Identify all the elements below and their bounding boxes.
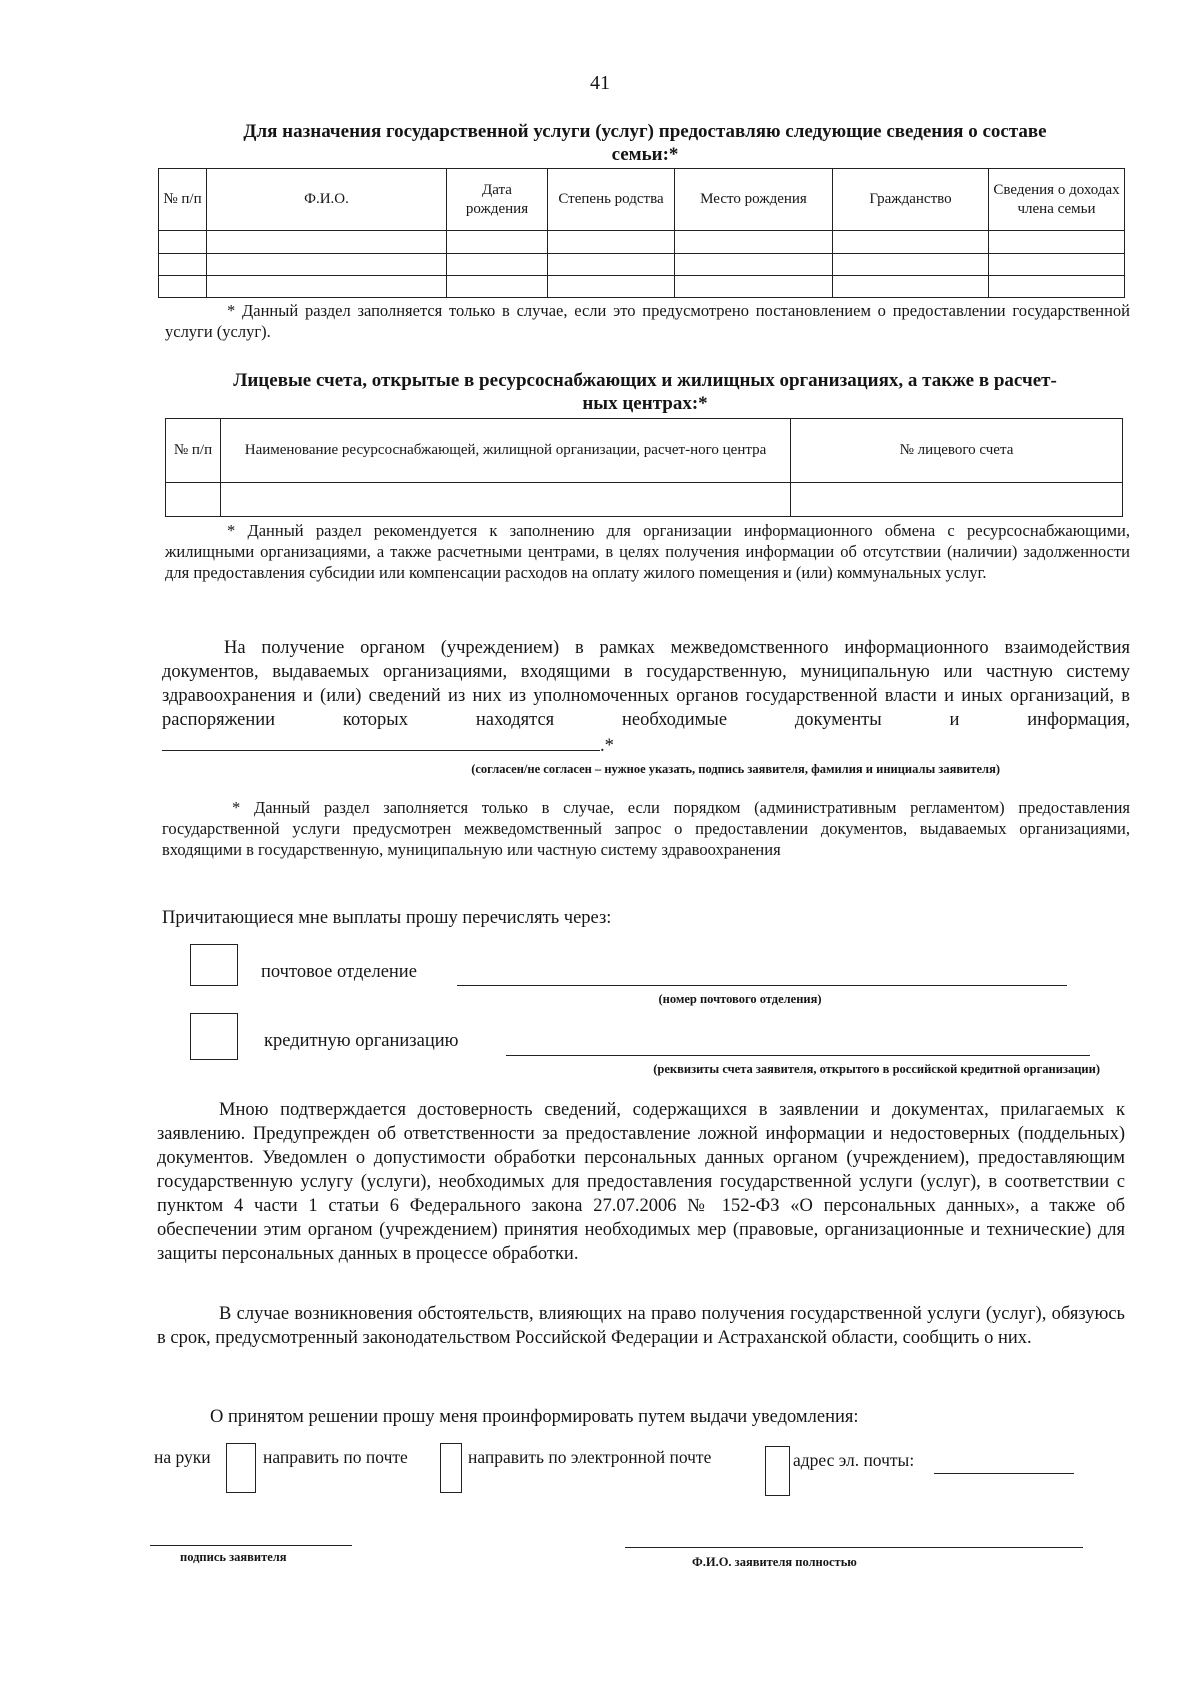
- table-cell[interactable]: [159, 254, 207, 276]
- consent-paragraph: [162, 636, 1130, 758]
- payments-intro: Причитающиеся мне выплаты прошу перечислять через:: [162, 908, 612, 928]
- confirmation-paragraph-2: В случае возникновения обстоятельств, влияющих на право получения государственной услуги (услуг), обязуюсь в срок, предусмотренный законодательством Российской Федерации и Астраханской области, сообщить о них.: [157, 1304, 1125, 1348]
- consent-footnote: * Данный раздел заполняется только в случае, если порядком (административным регламентом) предоставления государственной услуги предусмотрен межведомственный запрос о предоставлении документов, выдаваемых организациями, входящими в государственную, муниципальную или частную систему здравоохранения: [162, 798, 1130, 859]
- notify-email-checkbox[interactable]: [765, 1446, 790, 1496]
- col-income: Сведения о доходах члена семьи: [989, 169, 1125, 231]
- accounts-footnote: * Данный раздел рекомендуется к заполнению для организации информационного обмена с ресурсоснабжающими, жилищными организациями, а также расчетными центрами, в целях получения информации об отсутствии (наличии) задолженности для предоставления субсидии или компенсации расходов на оплату жилого помещения и (или) коммунальных услуг.: [165, 521, 1130, 582]
- notify-email-label: направить по электронной почте: [468, 1447, 712, 1467]
- col-citizenship: Гражданство: [833, 169, 989, 231]
- accounts-table: [165, 418, 1123, 517]
- confirmation-paragraph-1: Мною подтверждается достоверность сведений, содержащихся в заявлении и документах, прилагаемых к заявлению. Предупрежден об ответственности за предоставление ложной информации и недостоверных (поддельных) документов. Уведомлен о допустимости обработки персональных данных органом (учреждением), предоставляющим государственную услугу (услуги), необходимых для предоставления государственной услуги (услуг), в соответствии с пунктом 4 части 1 статьи 6 Федерального закона 27.07.2006 № 152-ФЗ «О персональных данных», а также об обеспечении этим органом (учреждением) принятия необходимых мер (правовые, организационные и технические) для защиты персональных данных в процессе обработки.: [157, 1100, 1125, 1264]
- table-cell[interactable]: [791, 483, 1123, 517]
- notify-post-checkbox[interactable]: [440, 1443, 462, 1493]
- table-cell[interactable]: [447, 231, 548, 254]
- table-cell[interactable]: [833, 254, 989, 276]
- col-relation: Степень родства: [548, 169, 675, 231]
- table-cell[interactable]: [221, 483, 791, 517]
- notify-intro: О принятом решении прошу меня проинформировать путем выдачи уведомления:: [210, 1407, 859, 1427]
- table-cell[interactable]: [159, 231, 207, 254]
- consent-suffix: .*: [600, 736, 614, 756]
- consent-field[interactable]: [162, 732, 600, 751]
- notify-hand-checkbox[interactable]: [226, 1443, 256, 1493]
- post-office-caption: (номер почтового отделения): [658, 992, 822, 1006]
- signature-line[interactable]: [150, 1545, 352, 1546]
- notify-post-label: направить по почте: [263, 1447, 408, 1467]
- notify-hand-label: на руки: [154, 1447, 211, 1467]
- accounts-heading: [160, 369, 1130, 415]
- table-cell[interactable]: [207, 254, 447, 276]
- table-cell[interactable]: [675, 276, 833, 298]
- consent-text: На получение органом (учреждением) в рамках межведомственного информационного взаимодействия документов, выдаваемых организациями, входящими в государственную, муниципальную или частную систему здравоохранения и (или) сведений из них из уполномоченных органов государственной власти и иных организаций, в распоряжении которых находятся необходимые документы и информация,: [162, 638, 1130, 730]
- col-account-number: № лицевого счета: [791, 419, 1123, 483]
- family-heading-line2: семьи:*: [611, 144, 679, 165]
- table-row: [159, 254, 1125, 276]
- full-name-line[interactable]: [625, 1547, 1083, 1548]
- table-cell[interactable]: [548, 254, 675, 276]
- full-name-label: Ф.И.О. заявителя полностью: [692, 1555, 857, 1569]
- post-office-field[interactable]: [457, 985, 1067, 986]
- accounts-heading-line1: Лицевые счета, открытые в ресурсоснабжающих и жилищных организациях, а также в расчет-: [233, 370, 1057, 391]
- table-row: [166, 483, 1123, 517]
- bank-label: кредитную организацию: [264, 1031, 459, 1051]
- accounts-heading-line2: ных центрах:*: [582, 393, 708, 414]
- table-cell[interactable]: [989, 276, 1125, 298]
- table-cell[interactable]: [989, 254, 1125, 276]
- table-cell[interactable]: [447, 276, 548, 298]
- col-organization: Наименование ресурсоснабжающей, жилищной организации, расчет-ного центра: [221, 419, 791, 483]
- family-table-header: [159, 169, 1125, 231]
- table-cell[interactable]: [548, 231, 675, 254]
- col-number: № п/п: [159, 169, 207, 231]
- post-office-label: почтовое отделение: [261, 962, 417, 982]
- page-number: 41: [590, 72, 610, 94]
- family-table: [158, 168, 1125, 298]
- table-row: [159, 231, 1125, 254]
- bank-checkbox[interactable]: [190, 1013, 238, 1060]
- bank-caption: (реквизиты счета заявителя, открытого в российской кредитной организации): [653, 1062, 1100, 1076]
- table-cell[interactable]: [833, 276, 989, 298]
- table-cell[interactable]: [675, 254, 833, 276]
- table-cell[interactable]: [675, 231, 833, 254]
- table-cell[interactable]: [833, 231, 989, 254]
- family-footnote: * Данный раздел заполняется только в случае, если это предусмотрено постановлением о предоставлении государственной услуги (услуг).: [165, 301, 1130, 341]
- email-address-field[interactable]: [934, 1473, 1074, 1474]
- col-fio: Ф.И.О.: [207, 169, 447, 231]
- table-row: [159, 276, 1125, 298]
- family-heading: [160, 120, 1130, 166]
- consent-caption: (согласен/не согласен – нужное указать, подпись заявителя, фамилия и инициалы заявителя): [471, 762, 1000, 776]
- col-number: № п/п: [166, 419, 221, 483]
- col-birthdate: Дата рождения: [447, 169, 548, 231]
- bank-field[interactable]: [506, 1055, 1090, 1056]
- signature-label: подпись заявителя: [180, 1550, 287, 1564]
- table-cell[interactable]: [166, 483, 221, 517]
- table-cell[interactable]: [447, 254, 548, 276]
- table-cell[interactable]: [989, 231, 1125, 254]
- table-cell[interactable]: [159, 276, 207, 298]
- col-birthplace: Место рождения: [675, 169, 833, 231]
- table-cell[interactable]: [548, 276, 675, 298]
- table-cell[interactable]: [207, 231, 447, 254]
- post-office-checkbox[interactable]: [190, 944, 238, 986]
- family-heading-line1: Для назначения государственной услуги (услуг) предоставляю следующие сведения о составе: [243, 121, 1047, 142]
- accounts-table-header: [166, 419, 1123, 483]
- email-address-label: адрес эл. почты:: [793, 1450, 915, 1470]
- table-cell[interactable]: [207, 276, 447, 298]
